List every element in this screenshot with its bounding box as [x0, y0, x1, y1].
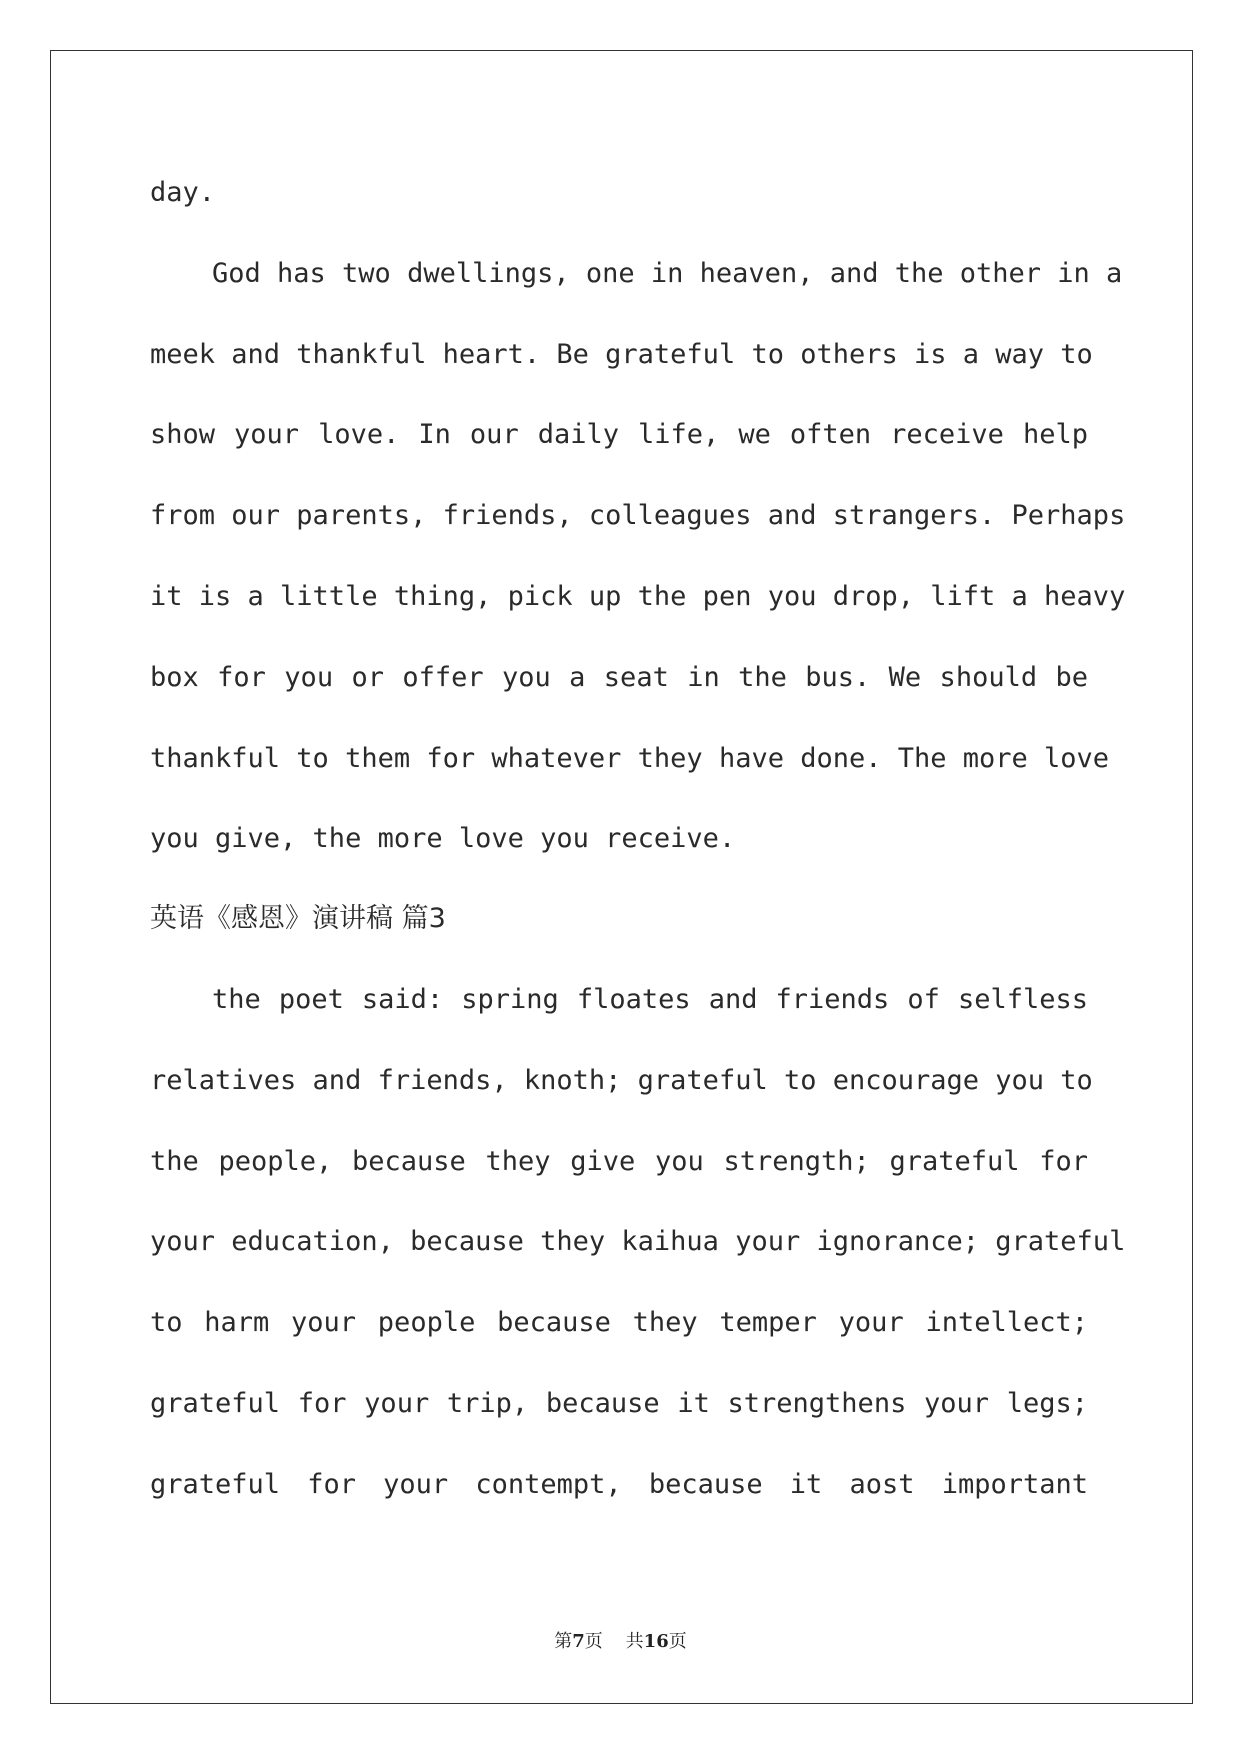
body-line: your education, because they kaihua your ignorance; grateful — [150, 1226, 1126, 1257]
body-line: grateful for your trip, because it strengthens your legs; — [150, 1388, 1088, 1419]
total-pages-number: 16 — [643, 1631, 669, 1652]
footer-prefix: 第 — [554, 1631, 573, 1652]
body-line: the people, because they give you strength; grateful for — [150, 1146, 1088, 1177]
body-line: it is a little thing, pick up the pen you drop, lift a heavy — [150, 581, 1126, 612]
body-line: to harm your people because they temper your intellect; — [150, 1307, 1088, 1338]
body-line: grateful for your contempt, because it aost important — [150, 1469, 1088, 1500]
page-number-footer — [0, 1630, 1241, 1654]
page-frame — [50, 50, 1193, 1704]
body-line: box for you or offer you a seat in the bus. We should be — [150, 662, 1088, 693]
current-page-number: 7 — [572, 1631, 585, 1652]
body-line: meek and thankful heart. Be grateful to others is a way to — [150, 339, 1093, 370]
body-line: thankful to them for whatever they have done. The more love — [150, 743, 1110, 774]
section-heading: 英语《感恩》演讲稿 篇3 — [150, 903, 446, 934]
body-line: day. — [150, 177, 216, 208]
body-line: from our parents, friends, colleagues and strangers. Perhaps — [150, 500, 1126, 531]
footer-total-prefix: 共 — [625, 1631, 644, 1652]
body-line: God has two dwellings, one in heaven, and the other in a — [212, 258, 1123, 289]
footer-page-suffix: 页 — [584, 1631, 603, 1652]
body-line: show your love. In our daily life, we often receive help — [150, 419, 1088, 450]
body-line: relatives and friends, knoth; grateful to encourage you to — [150, 1065, 1093, 1096]
body-line: the poet said: spring floates and friends of selfless — [212, 984, 1088, 1015]
footer-total-suffix: 页 — [668, 1631, 687, 1652]
body-line: you give, the more love you receive. — [150, 823, 736, 854]
